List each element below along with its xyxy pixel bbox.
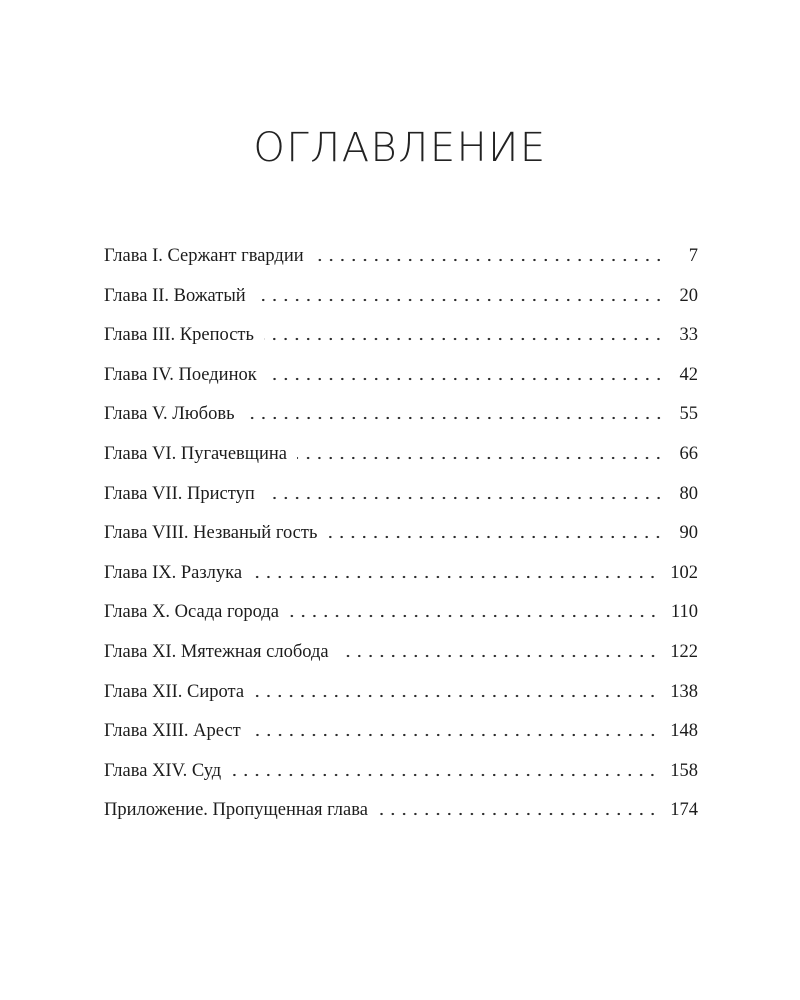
toc-entry: [104, 395, 698, 435]
toc-page-number: 80: [679, 483, 698, 504]
toc-entry: [104, 237, 698, 277]
dot-leader: [289, 602, 659, 620]
toc-page-number: 7: [688, 246, 698, 266]
toc-page-number: 42: [679, 364, 698, 385]
toc-page-number: 33: [679, 325, 698, 346]
toc-entry: [104, 633, 698, 673]
dot-leader: [256, 286, 664, 304]
toc-page-number: 102: [670, 562, 698, 583]
toc-entry: [104, 673, 698, 713]
dot-leader: [327, 523, 664, 541]
dot-leader: [267, 365, 664, 383]
toc-entry-title: Глава IX. Разлука: [104, 562, 243, 583]
toc-entry: [104, 277, 698, 317]
toc-entry-title: Глава V. Любовь: [104, 404, 235, 425]
toc-entry: [104, 752, 698, 792]
toc-page-number: 20: [679, 285, 698, 306]
toc-entry-title: Глава I. Сержант гвардии: [104, 246, 304, 266]
dot-leader: [265, 484, 664, 502]
toc-entry: [104, 712, 698, 752]
toc-entry-title: Глава II. Вожатый: [104, 285, 246, 306]
dot-leader: [297, 444, 664, 462]
toc-entry: [104, 356, 698, 396]
toc-entry-title: Глава IV. Поединок: [104, 364, 257, 385]
toc-page-number: 158: [670, 760, 698, 781]
toc-entry: [104, 316, 698, 356]
toc-page-number: 66: [679, 443, 698, 464]
dot-leader: [264, 325, 664, 343]
toc-entry: [104, 554, 698, 594]
toc-entry-title: Глава VI. Пугачевщина: [104, 443, 288, 464]
toc-entry-title: Глава XI. Мятежная слобода: [104, 641, 329, 662]
dot-leader: [314, 246, 664, 264]
toc-page-number: 138: [670, 681, 698, 702]
page-title: ОГЛАВЛЕНИЕ: [253, 125, 547, 171]
toc-page-number: 55: [679, 404, 698, 425]
toc-page-number: 110: [670, 602, 698, 623]
toc-entry-title: Глава XIV. Суд: [104, 760, 222, 781]
dot-leader: [254, 682, 658, 700]
toc-entry-title: Глава VII. Приступ: [104, 483, 255, 504]
toc-page-number: 148: [670, 721, 698, 742]
toc-entry: [104, 593, 698, 633]
dot-leader: [252, 563, 658, 581]
toc-entry-title: Глава VIII. Незваный гость: [104, 523, 318, 544]
dot-leader: [339, 642, 659, 660]
toc-page-number: 90: [679, 523, 698, 544]
toc-entry-title: Глава XII. Сирота: [104, 681, 245, 702]
toc-entry: [104, 475, 698, 515]
toc-page-number: 174: [670, 800, 698, 821]
toc-page-number: 122: [670, 641, 698, 662]
toc-entry-title: Глава III. Крепость: [104, 325, 254, 346]
toc-entry-title: Глава XIII. Арест: [104, 721, 241, 742]
dot-leader: [251, 721, 659, 739]
dot-leader: [231, 761, 658, 779]
dot-leader: [378, 800, 658, 818]
toc-entry-title: Приложение. Пропущенная глава: [104, 800, 368, 821]
dot-leader: [245, 404, 664, 422]
toc-entry: [104, 435, 698, 475]
toc-entry: [104, 791, 698, 831]
toc-entry-title: Глава X. Осада города: [104, 602, 279, 623]
toc-entry: [104, 514, 698, 554]
table-of-contents: [104, 237, 698, 831]
